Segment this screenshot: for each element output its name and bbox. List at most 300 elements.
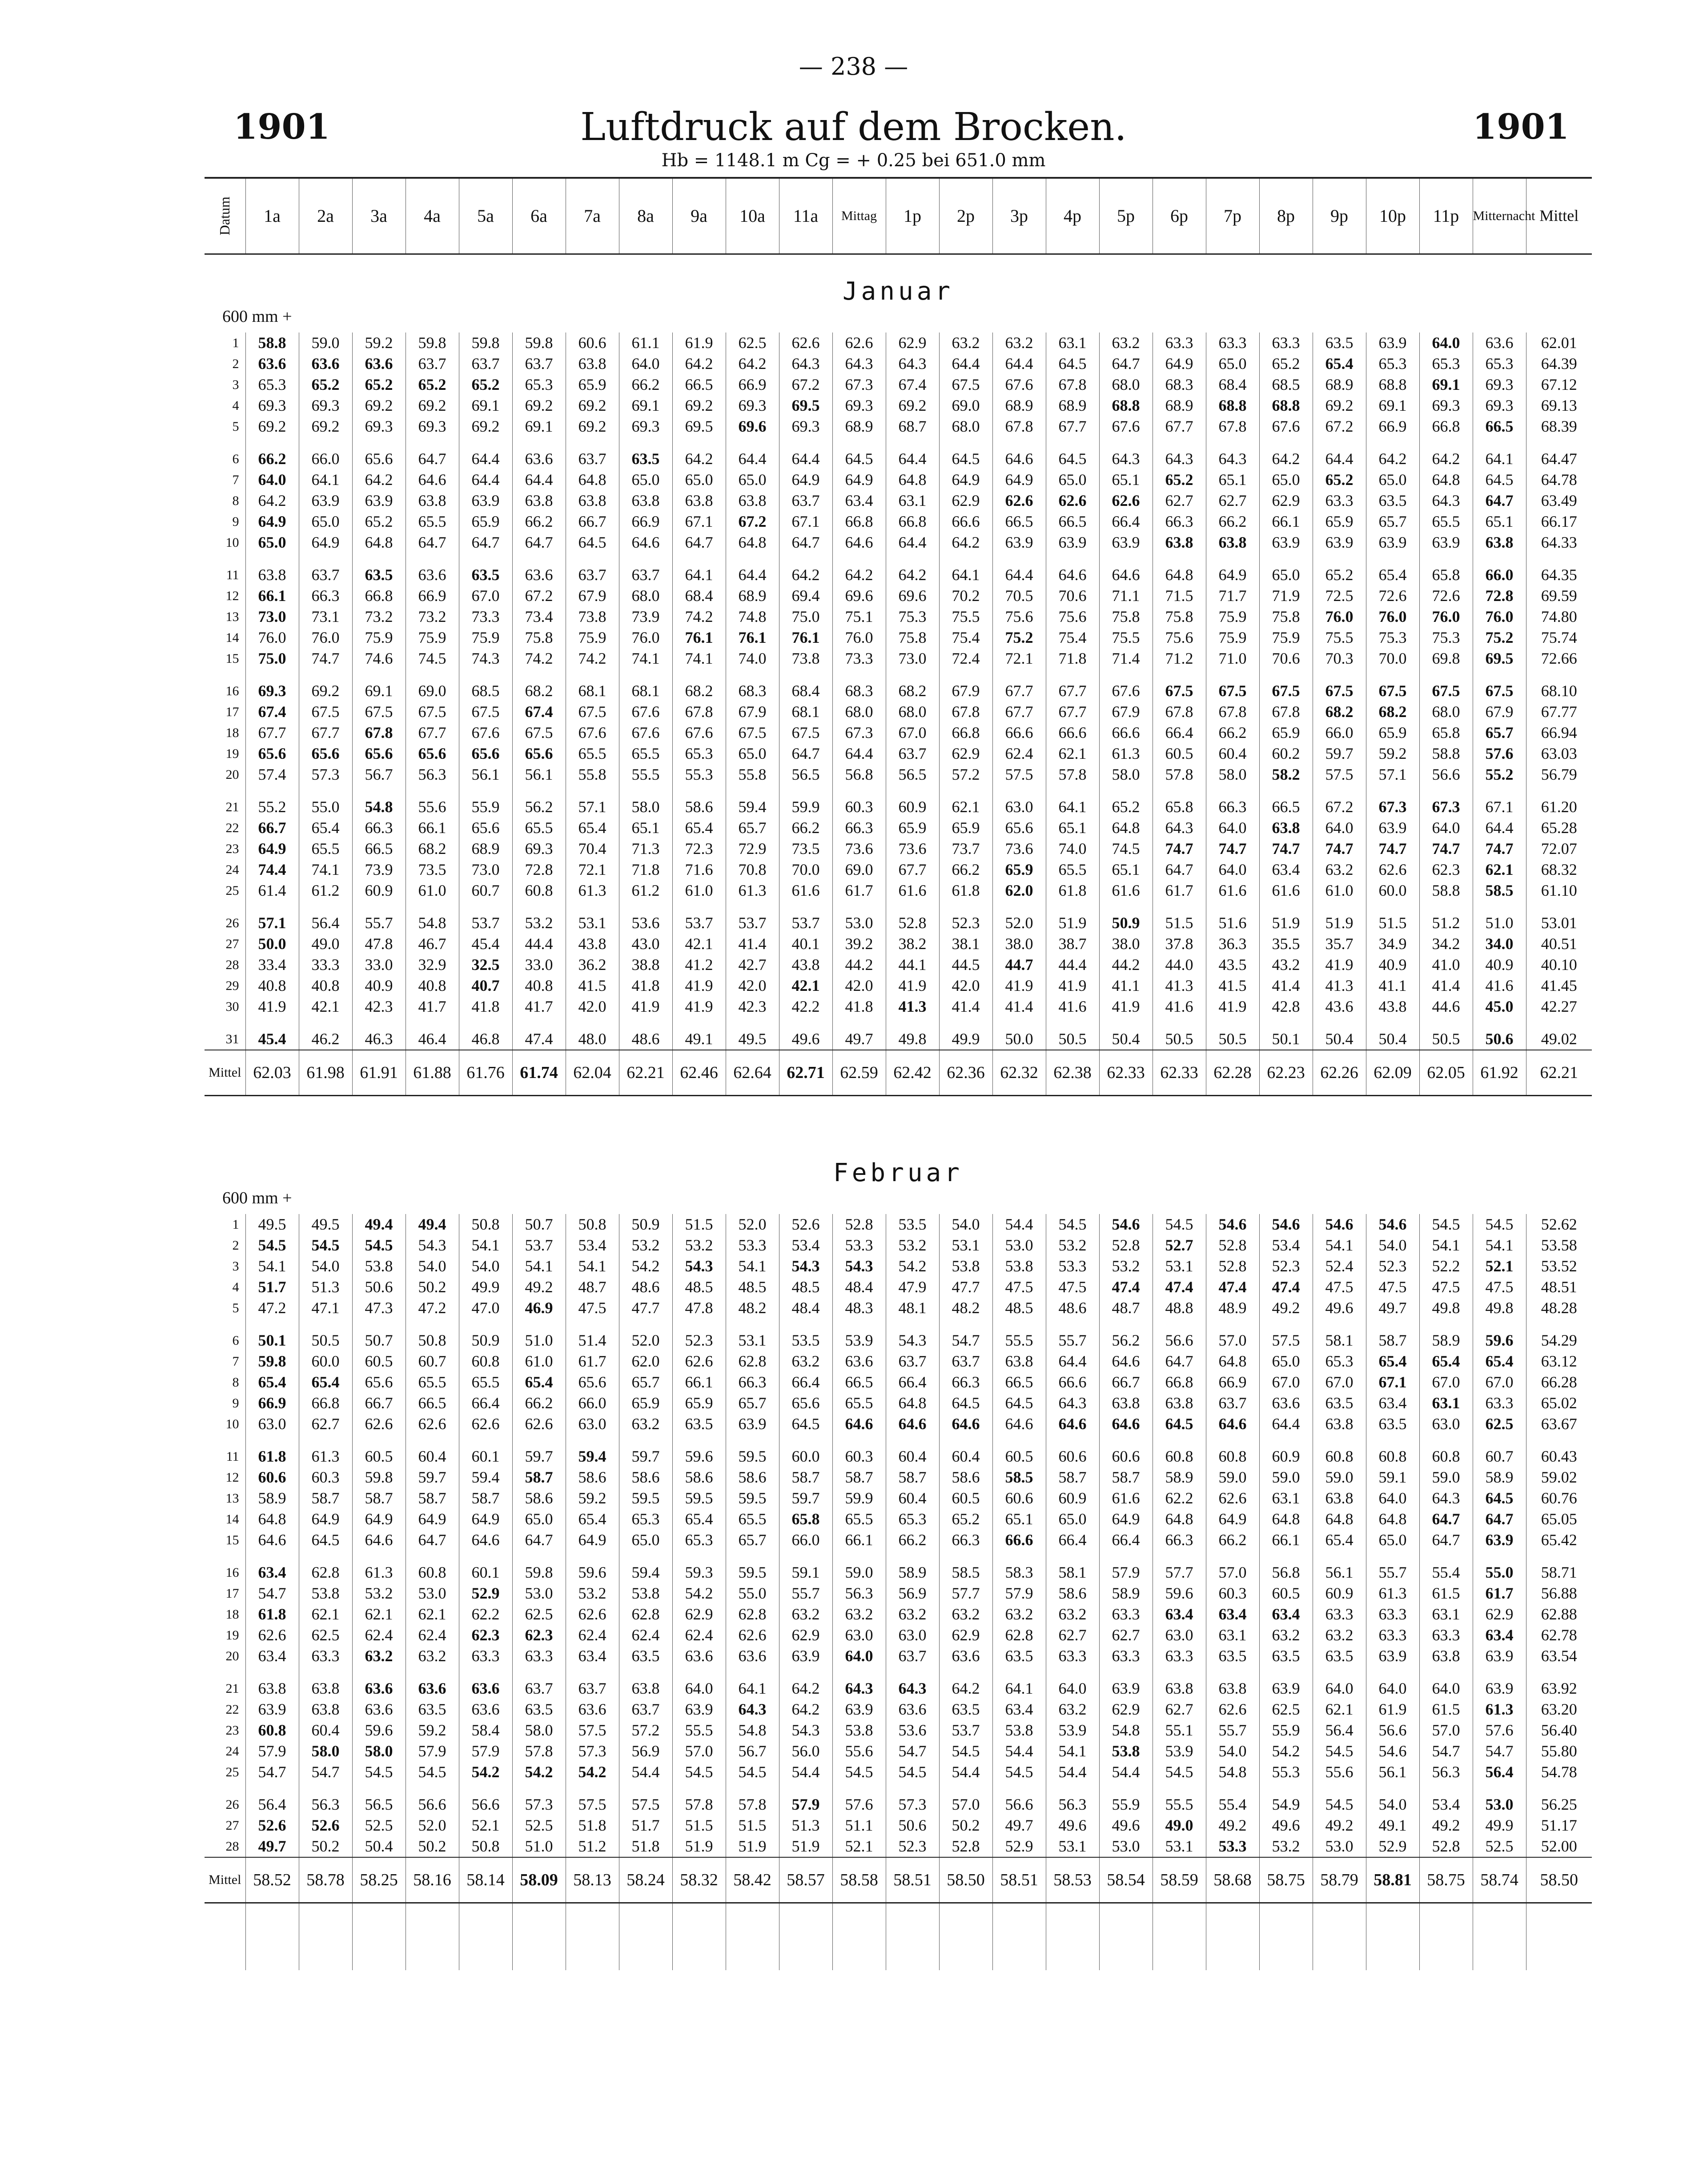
table-cell: 51.0 [512, 1318, 566, 1351]
table-cell: 51.9 [1313, 901, 1366, 934]
table-cell: 63.4 [1206, 1604, 1259, 1625]
table-cell: 69.3 [1473, 395, 1526, 416]
day-cell: 20 [225, 767, 239, 782]
mean-cell: 58.53 [1046, 1857, 1099, 1903]
table-cell: 63.7 [619, 553, 672, 585]
table-row [205, 817, 1592, 838]
table-cell: 53.9 [1153, 1741, 1206, 1762]
table-cell: 65.0 [1259, 469, 1313, 490]
table-cell: 67.8 [1206, 416, 1259, 437]
table-cell: 64.2 [726, 353, 779, 374]
table-row [205, 901, 1592, 934]
table-cell: 63.8 [1153, 1667, 1206, 1699]
table-cell: 65.5 [1419, 511, 1473, 532]
table-cell: 54.7 [245, 1762, 299, 1783]
table-cell: 65.5 [299, 838, 352, 859]
mean-row [205, 1050, 1592, 1096]
table-cell: 68.0 [1419, 701, 1473, 722]
table-cell: 61.6 [1206, 880, 1259, 901]
column-header: 10a [726, 178, 779, 254]
table-cell: 64.8 [1099, 817, 1153, 838]
table-cell: 61.3 [299, 1435, 352, 1467]
table-cell: 65.2 [459, 374, 512, 395]
table-cell: 54.8 [1099, 1720, 1153, 1741]
table-cell: 47.4 [1206, 1277, 1259, 1298]
table-cell: 70.6 [1046, 585, 1099, 606]
table-cell: 38.2 [886, 934, 939, 954]
table-cell: 73.5 [779, 838, 832, 859]
table-cell: 64.6 [1046, 1414, 1099, 1435]
table-cell: 65.4 [566, 817, 619, 838]
table-cell: 64.7 [1473, 490, 1526, 511]
table-cell: 66.0 [1313, 722, 1366, 743]
table-cell: 66.9 [1206, 1372, 1259, 1393]
day-cell: 7 [232, 1354, 239, 1369]
table-cell: 54.2 [1259, 1741, 1313, 1762]
table-cell: 69.5 [1473, 648, 1526, 669]
table-cell: 60.5 [1153, 743, 1206, 764]
table-cell: 56.6 [992, 1783, 1046, 1815]
daily-mean-cell: 67.12 [1526, 374, 1592, 395]
table-cell: 53.1 [566, 901, 619, 934]
table-cell: 56.3 [299, 1783, 352, 1815]
table-cell: 56.2 [1099, 1318, 1153, 1351]
table-cell: 63.1 [1259, 1488, 1313, 1509]
table-cell: 64.8 [566, 469, 619, 490]
table-cell: 63.7 [566, 437, 619, 469]
table-cell: 56.6 [1366, 1720, 1419, 1741]
table-cell: 57.9 [1099, 1551, 1153, 1583]
mean-label: Mittel [205, 1050, 245, 1096]
table-cell: 63.8 [299, 1699, 352, 1720]
table-cell: 64.4 [512, 469, 566, 490]
table-cell: 59.8 [512, 1551, 566, 1583]
table-cell: 63.5 [1313, 1646, 1366, 1667]
table-cell: 67.5 [1313, 669, 1366, 701]
table-cell: 62.3 [1419, 859, 1473, 880]
daily-mean-cell: 65.28 [1526, 817, 1592, 838]
table-cell: 65.9 [619, 1393, 672, 1414]
table-cell: 59.2 [566, 1488, 619, 1509]
table-cell: 68.4 [1206, 374, 1259, 395]
table-cell: 57.5 [992, 764, 1046, 785]
table-cell: 49.8 [1419, 1298, 1473, 1318]
table-cell: 58.7 [406, 1488, 459, 1509]
table-cell: 55.6 [832, 1741, 886, 1762]
table-cell: 64.7 [1153, 859, 1206, 880]
table-cell: 64.8 [245, 1509, 299, 1530]
table-cell: 58.6 [1046, 1583, 1099, 1604]
table-cell: 62.6 [566, 1604, 619, 1625]
table-cell: 65.2 [1313, 469, 1366, 490]
table-cell: 75.4 [939, 627, 992, 648]
table-row [205, 416, 1592, 437]
table-cell: 75.9 [566, 627, 619, 648]
table-cell: 60.7 [406, 1351, 459, 1372]
table-cell: 45.4 [459, 934, 512, 954]
table-cell: 67.5 [1473, 669, 1526, 701]
column-header: 7a [566, 178, 619, 254]
table-cell: 59.0 [1419, 1467, 1473, 1488]
mean-cell: 62.64 [726, 1050, 779, 1096]
table-cell: 42.1 [672, 934, 726, 954]
table-cell: 68.8 [1259, 395, 1313, 416]
table-cell: 66.0 [779, 1530, 832, 1551]
table-cell: 55.5 [619, 764, 672, 785]
table-cell: 64.3 [886, 353, 939, 374]
table-cell: 65.3 [1366, 353, 1419, 374]
table-cell: 53.9 [1046, 1720, 1099, 1741]
table-cell: 52.0 [406, 1815, 459, 1836]
day-cell: 28 [225, 958, 239, 972]
table-cell: 65.4 [1313, 353, 1366, 374]
table-cell: 66.7 [566, 511, 619, 532]
table-cell: 63.3 [299, 1646, 352, 1667]
table-cell: 54.0 [939, 1214, 992, 1235]
table-cell: 67.6 [1099, 669, 1153, 701]
table-cell: 62.9 [939, 743, 992, 764]
table-cell: 62.7 [1206, 490, 1259, 511]
table-cell: 65.9 [459, 511, 512, 532]
table-cell: 65.2 [352, 511, 406, 532]
mean-cell: 62.21 [1526, 1050, 1592, 1096]
table-cell: 71.6 [672, 859, 726, 880]
table-cell: 41.3 [886, 996, 939, 1017]
table-cell: 71.1 [1099, 585, 1153, 606]
table-cell: 67.7 [1153, 416, 1206, 437]
table-cell: 64.4 [1046, 1351, 1099, 1372]
table-cell: 62.6 [245, 1625, 299, 1646]
table-cell: 65.0 [1046, 469, 1099, 490]
table-cell: 65.1 [1473, 511, 1526, 532]
table-cell: 54.2 [672, 1583, 726, 1604]
table-cell: 64.3 [832, 353, 886, 374]
day-cell: 21 [225, 1681, 239, 1696]
table-cell: 65.5 [566, 743, 619, 764]
table-cell: 64.3 [726, 1699, 779, 1720]
table-cell: 59.0 [299, 333, 352, 353]
daily-mean-cell: 61.10 [1526, 880, 1592, 901]
table-cell: 41.7 [512, 996, 566, 1017]
mean-cell: 62.33 [1153, 1050, 1206, 1096]
table-cell: 59.9 [832, 1488, 886, 1509]
daily-mean-cell: 67.77 [1526, 701, 1592, 722]
day-cell: 25 [225, 1765, 239, 1779]
table-cell: 63.5 [619, 437, 672, 469]
table-cell: 66.2 [245, 437, 299, 469]
table-cell: 60.6 [1046, 1435, 1099, 1467]
table-cell: 67.5 [1153, 669, 1206, 701]
table-cell: 54.0 [459, 1256, 512, 1277]
table-cell: 64.3 [832, 1667, 886, 1699]
table-cell: 62.8 [992, 1625, 1046, 1646]
table-cell: 66.8 [299, 1393, 352, 1414]
table-cell: 49.4 [352, 1214, 406, 1235]
table-row [205, 1741, 1592, 1762]
day-cell: 27 [225, 937, 239, 951]
table-cell: 62.1 [352, 1604, 406, 1625]
table-row [205, 1318, 1592, 1351]
table-cell: 67.2 [1313, 785, 1366, 817]
table-cell: 66.6 [939, 511, 992, 532]
table-cell: 42.0 [566, 996, 619, 1017]
mean-cell: 58.25 [352, 1857, 406, 1903]
table-cell: 51.1 [832, 1815, 886, 1836]
table-cell: 54.7 [939, 1318, 992, 1351]
table-cell: 59.4 [726, 785, 779, 817]
table-cell: 50.5 [1046, 1017, 1099, 1050]
table-row [205, 1815, 1592, 1836]
table-cell: 75.9 [1206, 627, 1259, 648]
table-cell: 57.2 [619, 1720, 672, 1741]
table-cell: 65.3 [1473, 353, 1526, 374]
column-header: Mittag [832, 178, 886, 254]
table-cell: 61.1 [619, 333, 672, 353]
table-cell: 65.8 [1419, 553, 1473, 585]
table-cell: 66.4 [1046, 1530, 1099, 1551]
table-cell: 63.0 [886, 1625, 939, 1646]
table-row [205, 954, 1592, 975]
table-cell: 66.2 [1206, 722, 1259, 743]
table-cell: 65.6 [406, 743, 459, 764]
table-cell: 63.4 [1366, 1393, 1419, 1414]
table-row [205, 395, 1592, 416]
table-cell: 64.6 [992, 1414, 1046, 1435]
table-cell: 67.2 [1313, 416, 1366, 437]
table-cell: 66.3 [832, 817, 886, 838]
table-cell: 62.9 [779, 1625, 832, 1646]
day-cell: 13 [225, 609, 239, 624]
table-cell: 69.3 [779, 416, 832, 437]
table-cell: 63.5 [1366, 490, 1419, 511]
table-cell: 54.5 [299, 1235, 352, 1256]
table-cell: 48.8 [1153, 1298, 1206, 1318]
table-cell: 60.3 [1206, 1583, 1259, 1604]
table-cell: 64.3 [1419, 1488, 1473, 1509]
table-cell: 63.6 [886, 1699, 939, 1720]
table-cell: 53.8 [299, 1583, 352, 1604]
table-cell: 58.5 [939, 1551, 992, 1583]
mean-cell: 62.28 [1206, 1050, 1259, 1096]
table-cell: 66.5 [832, 1372, 886, 1393]
table-cell: 63.8 [1473, 532, 1526, 553]
table-cell: 65.3 [619, 1509, 672, 1530]
column-header: 4a [406, 178, 459, 254]
table-cell: 52.1 [1473, 1256, 1526, 1277]
table-cell: 36.2 [566, 954, 619, 975]
table-cell: 61.4 [245, 880, 299, 901]
table-cell: 59.4 [459, 1467, 512, 1488]
table-cell: 54.9 [1259, 1783, 1313, 1815]
table-cell: 66.8 [1153, 1372, 1206, 1393]
table-cell: 41.9 [1099, 996, 1153, 1017]
table-cell: 76.1 [726, 627, 779, 648]
table-cell: 66.8 [886, 511, 939, 532]
table-cell: 63.2 [1313, 859, 1366, 880]
table-cell: 58.5 [1473, 880, 1526, 901]
daily-mean-cell: 65.02 [1526, 1393, 1592, 1414]
column-header: 3a [352, 178, 406, 254]
table-cell: 64.0 [1206, 859, 1259, 880]
table-cell: 41.9 [672, 975, 726, 996]
table-cell: 63.8 [619, 1667, 672, 1699]
table-cell: 63.8 [1153, 1393, 1206, 1414]
table-cell: 57.3 [299, 764, 352, 785]
table-cell: 59.7 [779, 1488, 832, 1509]
table-cell: 65.8 [1153, 785, 1206, 817]
table-cell: 47.5 [566, 1298, 619, 1318]
table-cell: 75.8 [1259, 606, 1313, 627]
daily-mean-cell: 56.88 [1526, 1583, 1592, 1604]
table-cell: 64.3 [1419, 490, 1473, 511]
table-cell: 58.1 [1046, 1551, 1099, 1583]
table-cell: 74.4 [245, 859, 299, 880]
day-cell: 7 [232, 473, 239, 487]
table-cell: 70.0 [1366, 648, 1419, 669]
pressure-table [205, 177, 1592, 1970]
table-cell: 45.4 [245, 1017, 299, 1050]
table-cell: 69.2 [352, 395, 406, 416]
table-cell: 65.0 [1366, 469, 1419, 490]
mean-cell: 58.50 [939, 1857, 992, 1903]
table-cell: 54.2 [512, 1762, 566, 1783]
table-cell: 63.2 [1046, 1604, 1099, 1625]
table-cell: 72.6 [1366, 585, 1419, 606]
table-cell: 50.1 [245, 1318, 299, 1351]
table-cell: 38.1 [939, 934, 992, 954]
table-cell: 56.3 [406, 764, 459, 785]
table-cell: 61.7 [832, 880, 886, 901]
table-cell: 60.8 [406, 1551, 459, 1583]
table-cell: 56.0 [779, 1741, 832, 1762]
table-cell: 53.0 [992, 1235, 1046, 1256]
column-header: 7p [1206, 178, 1259, 254]
day-cell: 23 [225, 1723, 239, 1738]
table-cell: 63.5 [992, 1646, 1046, 1667]
table-cell: 49.4 [406, 1214, 459, 1235]
table-cell: 65.1 [1099, 859, 1153, 880]
table-cell: 33.0 [512, 954, 566, 975]
day-cell: 12 [225, 1470, 239, 1485]
table-cell: 64.8 [1153, 1509, 1206, 1530]
table-cell: 64.5 [992, 1393, 1046, 1414]
table-cell: 54.3 [886, 1318, 939, 1351]
table-cell: 65.0 [672, 469, 726, 490]
daily-mean-cell: 66.94 [1526, 722, 1592, 743]
column-header: 11p [1419, 178, 1473, 254]
table-cell: 50.0 [992, 1017, 1046, 1050]
table-cell: 48.9 [1206, 1298, 1259, 1318]
table-cell: 65.1 [1206, 469, 1259, 490]
table-cell: 51.9 [1046, 901, 1099, 934]
table-cell: 56.3 [832, 1583, 886, 1604]
table-cell: 64.2 [1259, 437, 1313, 469]
table-cell: 66.6 [1046, 1372, 1099, 1393]
table-cell: 47.4 [512, 1017, 566, 1050]
table-cell: 61.6 [1099, 1488, 1153, 1509]
table-cell: 53.2 [886, 1235, 939, 1256]
table-cell: 60.1 [459, 1551, 512, 1583]
table-cell: 63.7 [619, 1699, 672, 1720]
table-cell: 54.3 [406, 1235, 459, 1256]
table-cell: 47.9 [886, 1277, 939, 1298]
table-cell: 66.0 [1473, 553, 1526, 585]
table-cell: 62.7 [299, 1414, 352, 1435]
table-cell: 69.2 [299, 669, 352, 701]
table-row [205, 880, 1592, 901]
table-cell: 72.8 [1473, 585, 1526, 606]
table-cell: 64.4 [992, 553, 1046, 585]
table-cell: 58.0 [1099, 764, 1153, 785]
table-cell: 65.9 [672, 1393, 726, 1414]
day-cell: 8 [232, 493, 239, 508]
table-cell: 59.1 [779, 1551, 832, 1583]
table-cell: 47.2 [406, 1298, 459, 1318]
table-cell: 66.7 [1099, 1372, 1153, 1393]
table-cell: 62.6 [672, 1351, 726, 1372]
table-cell: 73.4 [512, 606, 566, 627]
table-cell: 50.6 [352, 1277, 406, 1298]
table-cell: 63.8 [992, 1351, 1046, 1372]
table-cell: 58.0 [299, 1741, 352, 1762]
daily-mean-cell: 68.10 [1526, 669, 1592, 701]
table-cell: 60.4 [939, 1435, 992, 1467]
table-cell: 53.7 [779, 901, 832, 934]
table-cell: 63.9 [459, 490, 512, 511]
table-cell: 66.4 [1099, 511, 1153, 532]
table-cell: 55.3 [1259, 1762, 1313, 1783]
table-cell: 49.5 [299, 1214, 352, 1235]
table-cell: 58.7 [886, 1467, 939, 1488]
table-cell: 53.3 [832, 1235, 886, 1256]
table-cell: 50.8 [566, 1214, 619, 1235]
table-cell: 52.9 [459, 1583, 512, 1604]
table-cell: 62.7 [1099, 1625, 1153, 1646]
table-cell: 67.7 [245, 722, 299, 743]
table-cell: 72.5 [1313, 585, 1366, 606]
table-cell: 63.8 [245, 553, 299, 585]
table-cell: 71.4 [1099, 648, 1153, 669]
table-cell: 66.3 [352, 817, 406, 838]
table-cell: 49.7 [245, 1836, 299, 1857]
table-cell: 61.9 [1366, 1699, 1419, 1720]
table-cell: 41.4 [939, 996, 992, 1017]
table-cell: 65.4 [566, 1509, 619, 1530]
table-cell: 68.9 [1046, 395, 1099, 416]
table-cell: 41.4 [726, 934, 779, 954]
day-cell: 27 [225, 1818, 239, 1833]
table-cell: 73.0 [245, 606, 299, 627]
table-cell: 65.2 [1153, 469, 1206, 490]
day-cell: 19 [225, 1628, 239, 1643]
table-cell: 58.4 [459, 1720, 512, 1741]
daily-mean-cell: 48.51 [1526, 1277, 1592, 1298]
table-cell: 59.8 [406, 333, 459, 353]
table-cell: 58.6 [566, 1467, 619, 1488]
table-cell: 58.9 [1099, 1583, 1153, 1604]
table-cell: 63.6 [566, 1699, 619, 1720]
table-cell: 58.2 [1259, 764, 1313, 785]
table-cell: 63.0 [1419, 1414, 1473, 1435]
table-cell: 41.9 [992, 975, 1046, 996]
table-cell: 64.3 [1046, 1393, 1099, 1414]
day-cell: 5 [232, 419, 239, 434]
table-cell: 63.5 [1259, 1646, 1313, 1667]
day-cell: 16 [225, 684, 239, 698]
table-cell: 63.8 [245, 1667, 299, 1699]
day-cell: 9 [232, 1396, 239, 1411]
table-cell: 64.5 [939, 1393, 992, 1414]
